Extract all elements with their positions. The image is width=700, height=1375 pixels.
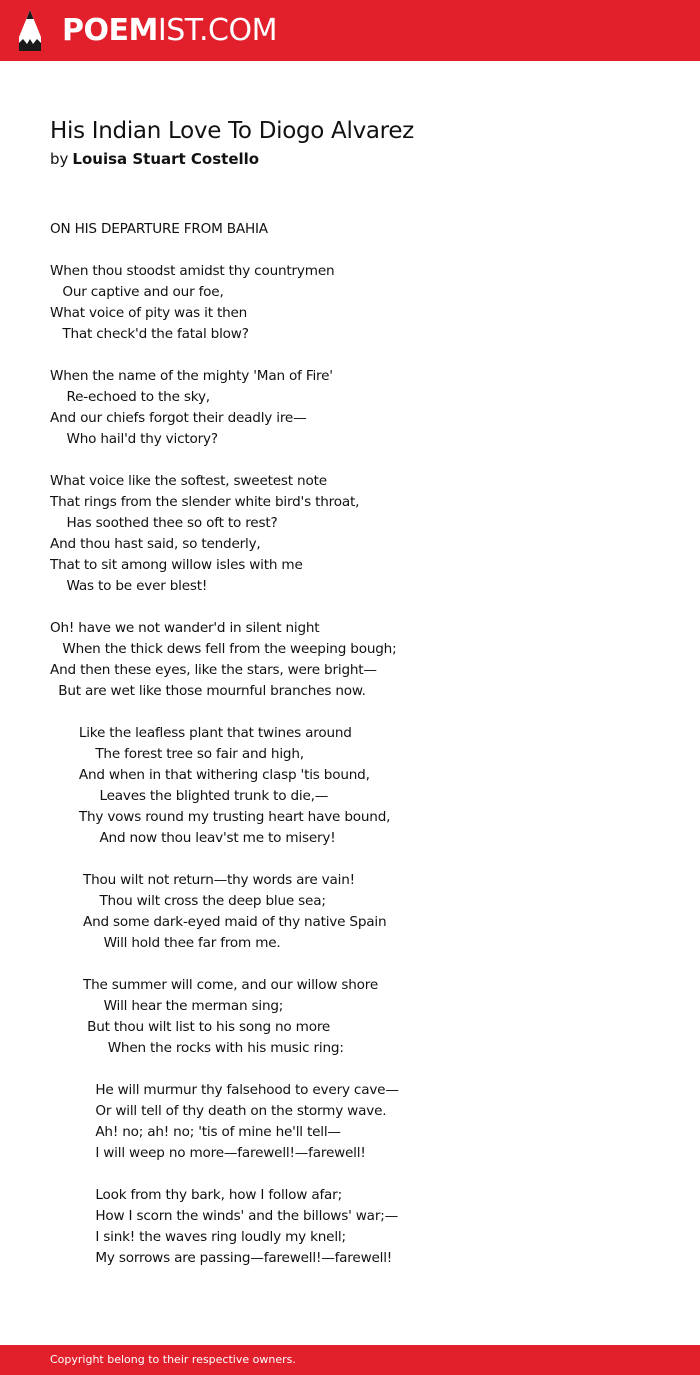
poem-line: Who hail'd thy victory? [50,431,218,447]
poem-line: Thou wilt not return—thy words are vain! [50,872,355,888]
poem-line: And thou hast said, so tenderly, [50,536,261,552]
poem-line: But thou wilt list to his song no more [50,1019,331,1035]
brand-bold-text: POEM [62,13,158,48]
stanza-break [50,954,670,975]
pencil-icon[interactable] [17,9,43,53]
poem-line: Leaves the blighted trunk to die,— [50,788,329,804]
site-footer [0,1345,700,1375]
stanza-break [50,345,670,366]
poem-line: ON HIS DEPARTURE FROM BAHIA [50,221,268,237]
poem-line: Was to be ever blest! [50,578,208,594]
poem-line: The summer will come, and our willow shore [50,977,379,993]
poem-line: Thy vows round my trusting heart have bound, [50,809,391,825]
poem-line: That rings from the slender white bird's throat, [50,494,360,510]
stanza-break [50,849,670,870]
poem-line: That check'd the fatal blow? [50,326,249,342]
poem-line: And now thou leav'st me to misery! [50,830,336,846]
poem-line: Oh! have we not wander'd in silent night [50,620,320,636]
poem-line: Re-echoed to the sky, [50,389,210,405]
poem-line: Or will tell of thy death on the stormy wave. [50,1103,387,1119]
poem-line: The forest tree so fair and high, [50,746,304,762]
poem-line: And then these eyes, like the stars, were bright— [50,662,377,678]
poem-line: Thou wilt cross the deep blue sea; [50,893,326,909]
byline [50,148,259,170]
poem-line: Has soothed thee so oft to rest? [50,515,278,531]
stanza-break [50,450,670,471]
poem-line: Will hear the merman sing; [50,998,284,1014]
poem-body [50,219,670,1269]
poem-line: But are wet like those mournful branches now. [50,683,366,699]
author-name: Louisa Stuart Costello [72,150,260,168]
poem-line: He will murmur thy falsehood to every cave— [50,1082,399,1098]
site-logo-text[interactable] [62,11,277,51]
poem-line: And some dark-eyed maid of thy native Spain [50,914,387,930]
stanza-break [50,240,670,261]
poem-line: And when in that withering clasp 'tis bound, [50,767,370,783]
stanza-break [50,702,670,723]
poem-line: When the thick dews fell from the weeping bough; [50,641,397,657]
poem-line: When the name of the mighty 'Man of Fire' [50,368,333,384]
copyright-text: Copyright belong to their respective owners. [50,1353,296,1366]
by-label: by [50,150,69,168]
poem-line: What voice of pity was it then [50,305,248,321]
poem-line: When the rocks with his music ring: [50,1040,344,1056]
poem-line: Like the leafless plant that twines around [50,725,352,741]
poem-line: Our captive and our foe, [50,284,224,300]
poem-line: Ah! no; ah! no; 'tis of mine he'll tell— [50,1124,341,1140]
poem-line: Will hold thee far from me. [50,935,281,951]
brand-light-text: IST.COM [157,13,277,48]
poem-line: I will weep no more—farewell!—farewell! [50,1145,366,1161]
poem-line: Look from thy bark, how I follow afar; [50,1187,342,1203]
poem-line: When thou stoodst amidst thy countrymen [50,263,335,279]
poem-line: How I scorn the winds' and the billows' war;— [50,1208,398,1224]
poem-line: And our chiefs forgot their deadly ire— [50,410,307,426]
poem-line: My sorrows are passing—farewell!—farewell! [50,1250,393,1266]
stanza-break [50,1059,670,1080]
poem-line: That to sit among willow isles with me [50,557,303,573]
poem-line: What voice like the softest, sweetest note [50,473,327,489]
site-header [0,0,700,61]
poem-line: I sink! the waves ring loudly my knell; [50,1229,346,1245]
stanza-break [50,597,670,618]
poem-title: His Indian Love To Diogo Alvarez [50,118,414,144]
stanza-break [50,1164,670,1185]
